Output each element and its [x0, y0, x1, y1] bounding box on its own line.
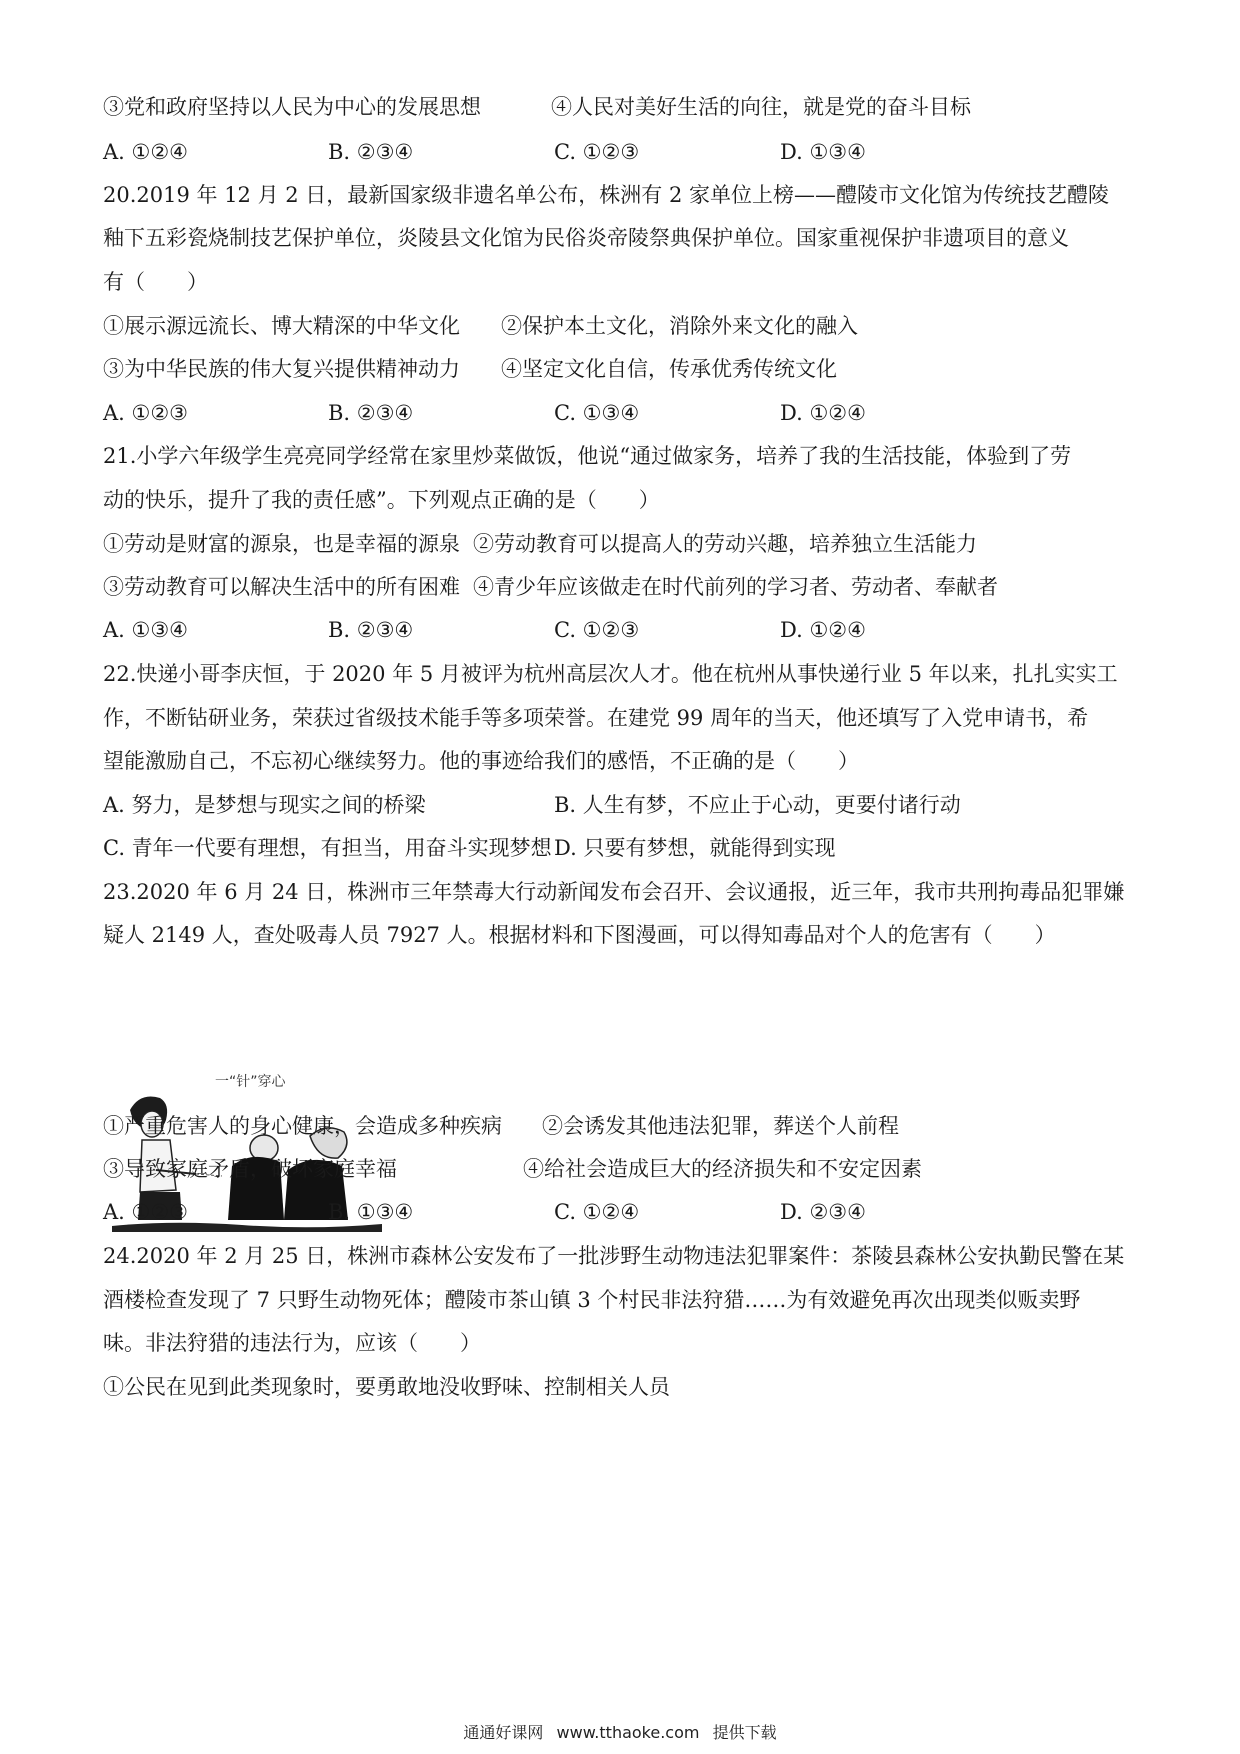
q23-item-1: ①严重危害人的身心健康，会造成多种疾病: [103, 1114, 502, 1138]
q19-option-a: A. ①②④: [103, 140, 188, 164]
q22-option-d: D. 只要有梦想，就能得到实现: [554, 836, 836, 860]
q22-line-1: 22.快递小哥李庆恒，于 2020 年 5 月被评为杭州高层次人才。他在杭州从事快递行业 5 年以来，扎扎实实工: [103, 662, 1118, 686]
q21-option-c: C. ①②③: [554, 618, 640, 642]
q20-line-1: 20.2019 年 12 月 2 日，最新国家级非遗名单公布，株洲有 2 家单位上榜——醴陵市文化馆为传统技艺醴陵: [103, 183, 1110, 207]
q20-option-b: B. ②③④: [328, 401, 414, 425]
q20-line-3: 有（ ）: [103, 270, 208, 294]
q20-option-a: A. ①②③: [103, 401, 188, 425]
q19-option-c: C. ①②③: [554, 140, 640, 164]
q21-item-3: ③劳动教育可以解决生活中的所有困难: [103, 575, 460, 599]
q20-item-3: ③为中华民族的伟大复兴提供精神动力: [103, 357, 460, 381]
q23-option-c: C. ①②④: [554, 1200, 640, 1224]
page-footer: [0, 1720, 1240, 1743]
q19-item-3: ③党和政府坚持以人民为中心的发展思想: [103, 95, 481, 119]
q20-option-d: D. ①②④: [780, 401, 866, 425]
q21-line-2: 动的快乐，提升了我的责任感”。下列观点正确的是（ ）: [103, 488, 660, 512]
q22-option-c: C. 青年一代要有理想，有担当，用奋斗实现梦想: [103, 836, 552, 860]
q21-item-4: ④青少年应该做走在时代前列的学习者、劳动者、奉献者: [473, 575, 998, 599]
q23-line-1: 23.2020 年 6 月 24 日，株洲市三年禁毒大行动新闻发布会召开、会议通报，近三年，我市共刑拘毒品犯罪嫌: [103, 880, 1125, 904]
q20-item-1: ①展示源远流长、博大精深的中华文化: [103, 314, 460, 338]
q19-option-d: D. ①③④: [780, 140, 866, 164]
q23-item-3: ③导致家庭矛盾，破坏家庭幸福: [103, 1157, 397, 1181]
q23-option-a: A. ①②③: [103, 1200, 188, 1224]
q21-item-1: ①劳动是财富的源泉，也是幸福的源泉: [103, 532, 460, 556]
q19-option-b: B. ②③④: [328, 140, 414, 164]
q19-item-4: ④人民对美好生活的向往，就是党的奋斗目标: [551, 95, 971, 119]
cartoon-caption: 一“针”穿心: [215, 1074, 286, 1090]
q20-line-2: 釉下五彩瓷烧制技艺保护单位，炎陵县文化馆为民俗炎帝陵祭典保护单位。国家重视保护非遗项目的意义: [103, 226, 1069, 250]
q24-line-3: 味。非法狩猎的违法行为，应该（ ）: [103, 1331, 481, 1355]
q24-item-1: ①公民在见到此类现象时，要勇敢地没收野味、控制相关人员: [103, 1375, 670, 1399]
q23-option-d: D. ②③④: [780, 1200, 866, 1224]
q22-option-a: A. 努力，是梦想与现实之间的桥梁: [103, 793, 426, 817]
q21-item-2: ②劳动教育可以提高人的劳动兴趣，培养独立生活能力: [473, 532, 977, 556]
q23-option-b: B. ①③④: [328, 1200, 414, 1224]
footer-url-link[interactable]: www.tthaoke.com: [556, 1723, 700, 1742]
q21-option-a: A. ①③④: [103, 618, 188, 642]
q22-option-b: B. 人生有梦，不应止于心动，更要付诸行动: [554, 793, 961, 817]
q23-item-2: ②会诱发其他违法犯罪，葬送个人前程: [542, 1114, 899, 1138]
q22-line-3: 望能激励自己，不忘初心继续努力。他的事迹给我们的感悟，不正确的是（ ）: [103, 749, 859, 773]
q20-option-c: C. ①③④: [554, 401, 640, 425]
q21-line-1: 21.小学六年级学生亮亮同学经常在家里炒菜做饭，他说“通过做家务，培养了我的生活技能，体验到了劳: [103, 444, 1072, 468]
footer-suffix: 提供下载: [712, 1723, 777, 1742]
q23-item-4: ④给社会造成巨大的经济损失和不安定因素: [523, 1157, 922, 1181]
q22-line-2: 作，不断钻研业务，荣获过省级技术能手等多项荣誉。在建党 99 周年的当天，他还填写了入党申请书，希: [103, 706, 1089, 730]
q23-line-2: 疑人 2149 人，查处吸毒人员 7927 人。根据材料和下图漫画，可以得知毒品对个人的危害有（ ）: [103, 923, 1056, 947]
q24-line-2: 酒楼检查发现了 7 只野生动物死体；醴陵市茶山镇 3 个村民非法狩猎……为有效避免再次出现类似贩卖野: [103, 1288, 1081, 1312]
q20-item-4: ④坚定文化自信，传承优秀传统文化: [501, 357, 837, 381]
q21-option-b: B. ②③④: [328, 618, 414, 642]
q21-option-d: D. ①②④: [780, 618, 866, 642]
q24-line-1: 24.2020 年 2 月 25 日，株洲市森林公安发布了一批涉野生动物违法犯罪案件：茶陵县森林公安执勤民警在某: [103, 1244, 1125, 1268]
q20-item-2: ②保护本土文化，消除外来文化的融入: [501, 314, 858, 338]
footer-site-name: 通通好课网: [463, 1723, 544, 1742]
